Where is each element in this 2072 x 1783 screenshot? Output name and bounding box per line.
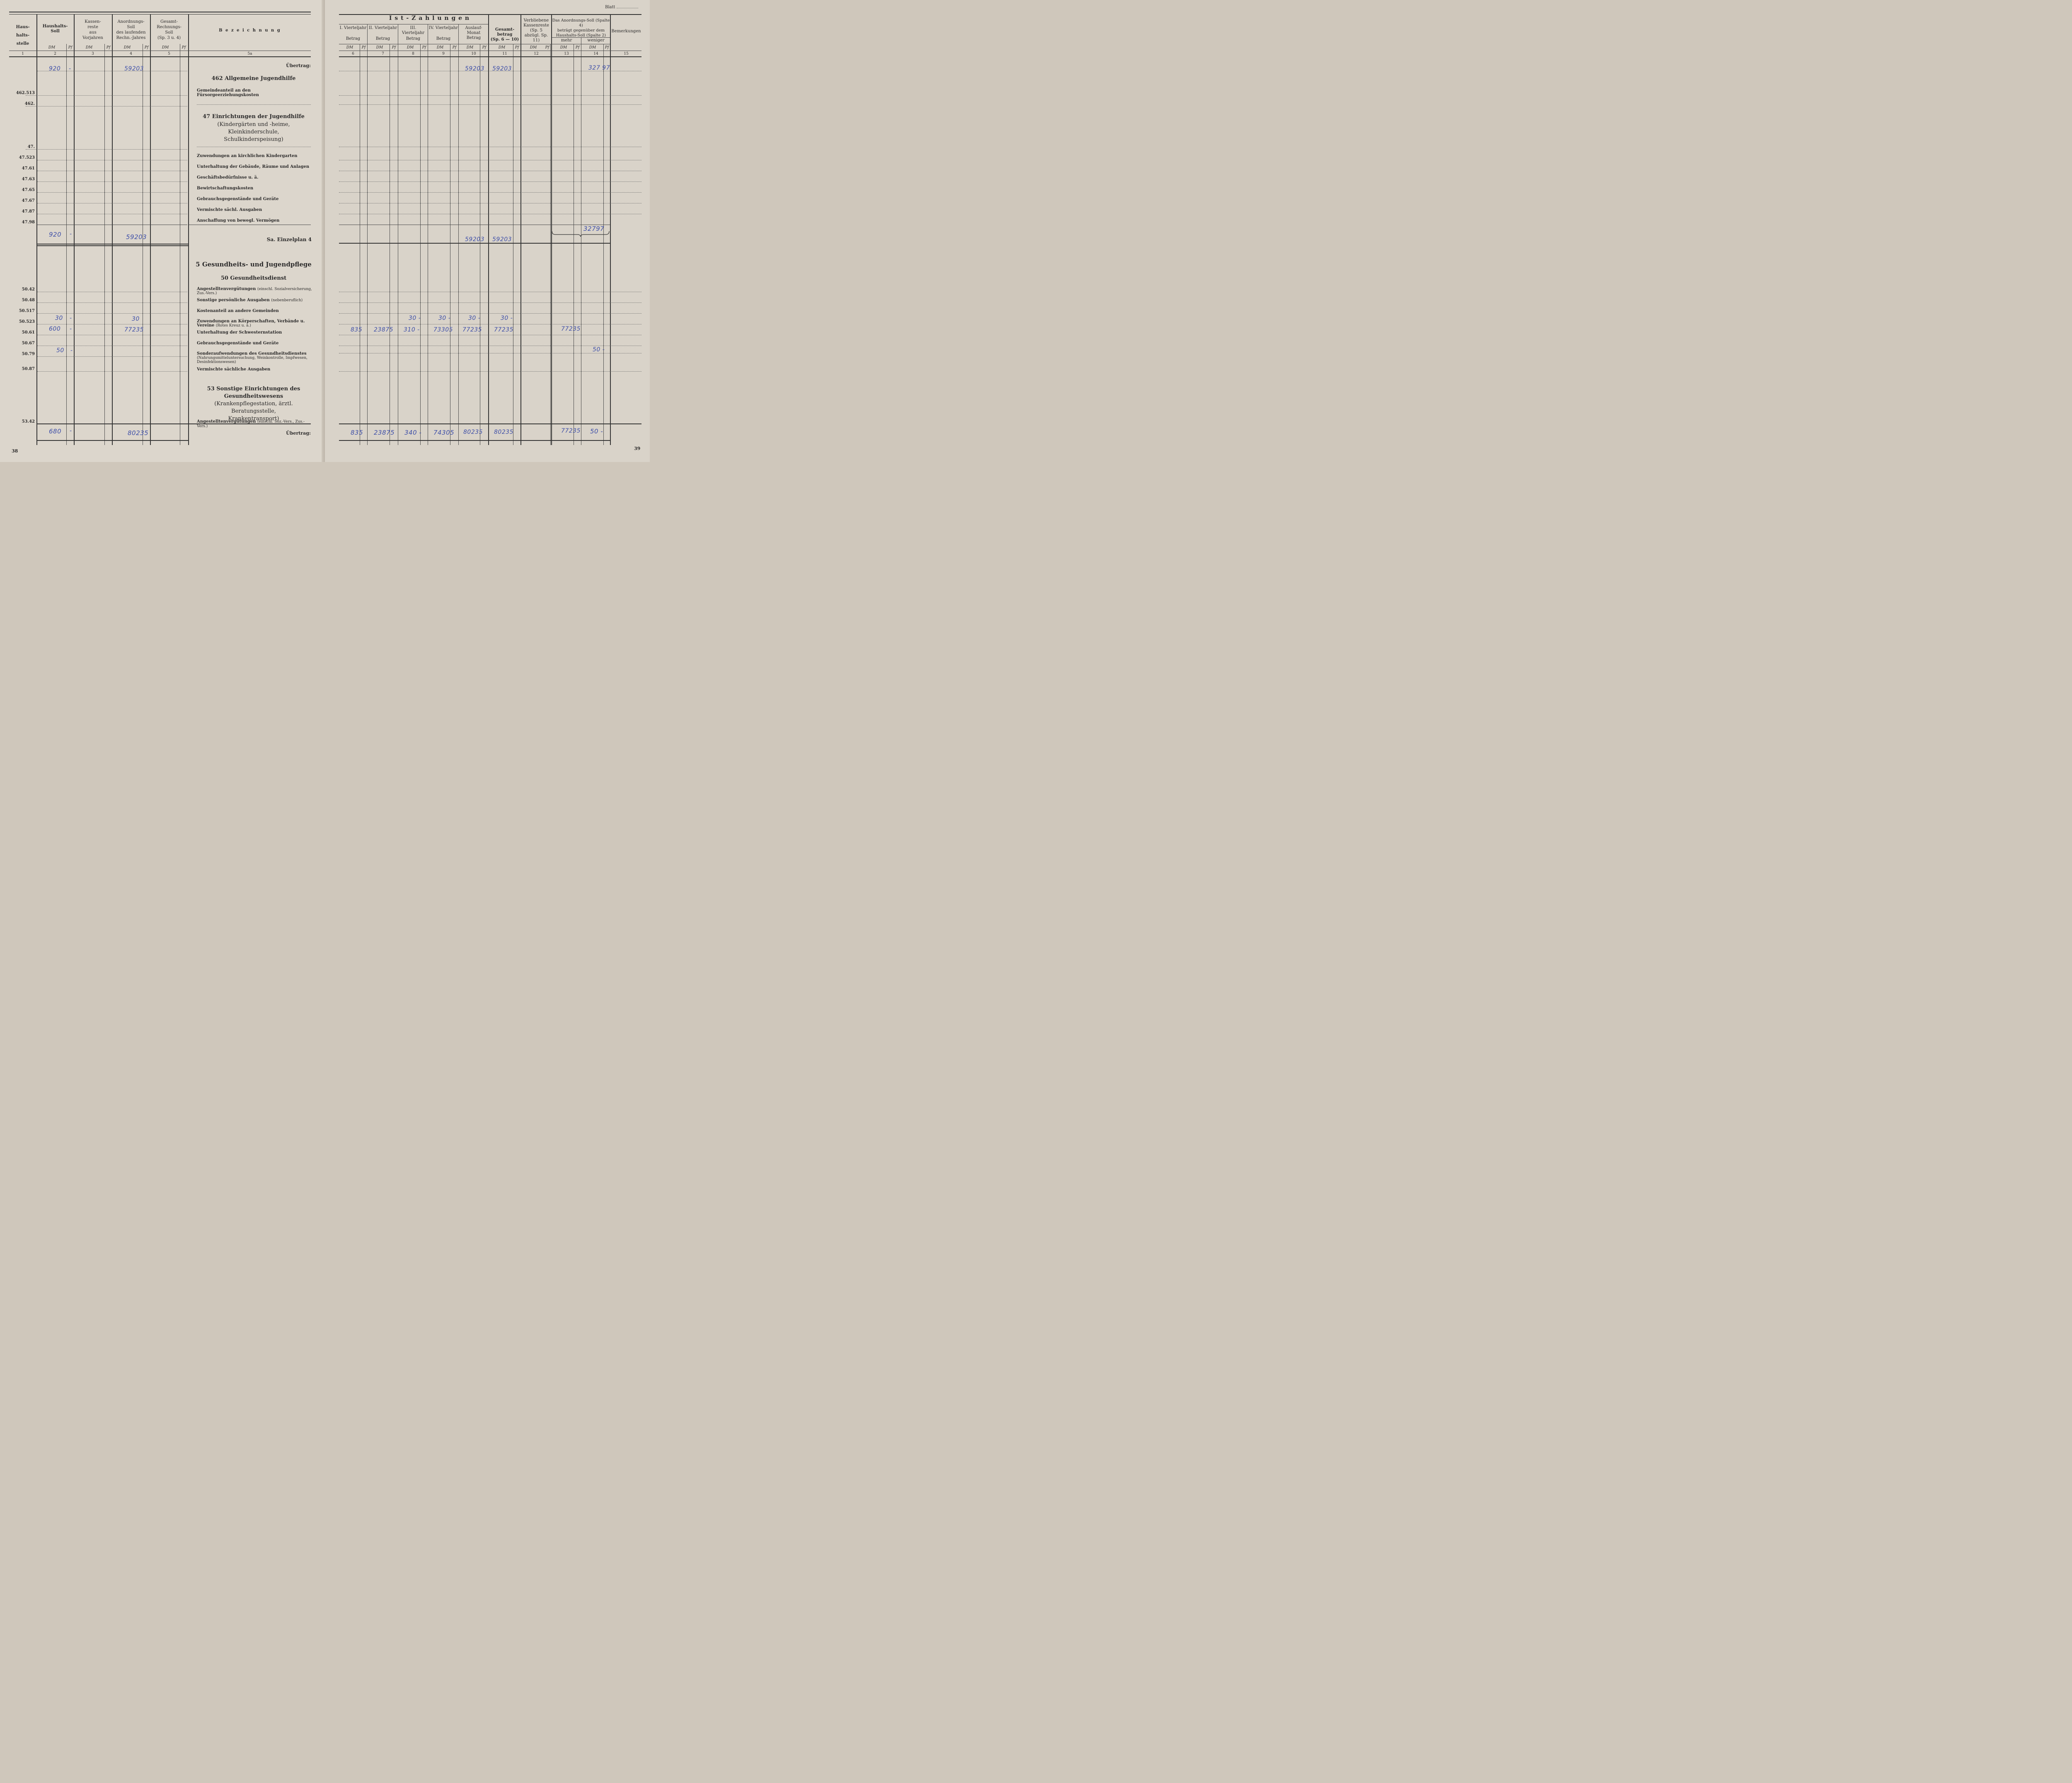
header-gesamtbetrag: Gesamt- betrag (Sp. 6 — 10)	[490, 27, 519, 42]
row-desc: Anschaffung von bewegl. Vermögen	[197, 218, 280, 223]
hw-dash: -	[69, 65, 71, 72]
hw-dash: -	[70, 315, 72, 322]
account-number: 50.517	[19, 309, 35, 313]
col-number: 11	[502, 52, 507, 56]
col-number: 14	[593, 52, 598, 56]
row-desc: Unterhaltung der Schwesternstation	[197, 330, 282, 335]
page-number-left: 38	[12, 448, 18, 454]
col-number: 12	[534, 52, 539, 56]
hw-top-gesamt: 59203	[492, 65, 512, 72]
unit-pf: Pf	[482, 46, 487, 50]
row-desc: Gebrauchsgegenstände und Geräte	[197, 341, 279, 346]
hw-top-soll: 920	[49, 65, 61, 72]
col-number: 5	[168, 52, 170, 56]
account-number: 462.513	[16, 91, 35, 95]
hw-5061-anord: 77235	[124, 327, 144, 333]
uebertrag-bottom: Übertrag:	[286, 431, 311, 436]
uebertrag-top: Übertrag:	[286, 63, 311, 68]
header-haushaltsstelle: Haus- halts- stelle	[16, 25, 30, 46]
hw-5061-mehr: 77235	[561, 326, 581, 332]
dotted-rule	[37, 181, 187, 182]
hw-5061-soll: 600	[49, 326, 61, 332]
col-line	[188, 14, 189, 445]
unit-pf: Pf	[106, 46, 111, 50]
row-desc: Gebrauchsgegenstände und Geräte	[197, 197, 279, 201]
section-47-subheading: (Kindergärten und -heime, Kleinkinderschule, Schulkinderspeisung)	[217, 121, 290, 143]
header-bemerkungen: Bemerkungen	[611, 29, 641, 34]
header-haushalts-soll: Haushalts- Soll	[42, 24, 68, 34]
col-line-pf	[66, 44, 67, 445]
header-mehr: mehr	[561, 38, 572, 43]
unit-dm: DM	[407, 46, 414, 50]
unit-pf: Pf	[182, 46, 186, 50]
header-anordnungs-vergleich: Das Anordnungs-Soll (Spalte 4) beträgt gegenüber dem Haushalts-Soll (Spalte 2)	[552, 18, 610, 38]
row-desc: Zuwendungen an kirchlichen Kindergarten	[197, 154, 298, 158]
account-number: 50.61	[22, 330, 35, 335]
unit-pf: Pf	[422, 46, 426, 50]
account-number: 50.79	[22, 352, 35, 356]
col-number: 10	[471, 52, 476, 56]
page-number-right: 39	[634, 446, 641, 451]
unit-pf: Pf	[575, 46, 580, 50]
hw-dash: -	[70, 326, 72, 332]
hw-5061-gesamt: 77235	[494, 327, 514, 333]
hw-top-weniger: 327 97	[588, 65, 610, 71]
col-number: 1	[22, 52, 24, 56]
hw-5061-q2: 23875	[374, 327, 394, 333]
hw-dash: -	[70, 347, 73, 354]
unit-pf: Pf	[545, 46, 549, 50]
hw-bottom-q4: 74305	[433, 429, 455, 436]
col-line	[520, 14, 521, 445]
account-number: 50.67	[22, 341, 35, 346]
col-line	[610, 14, 611, 445]
row-desc: Bewirtschaftungskosten	[197, 186, 254, 191]
hw-5061-q1: 835	[351, 327, 363, 333]
col-line	[458, 24, 459, 445]
col-line	[74, 14, 75, 445]
unit-pf: Pf	[605, 46, 609, 50]
hw-top-auslauf: 59203	[465, 65, 485, 72]
account-number: 50.87	[22, 367, 35, 371]
hw-sum-soll: 920	[49, 231, 62, 238]
col-number: 5a	[247, 52, 252, 56]
row-desc: Angestelltenvergütungen (einschl. Soz.-Vers., Zus.-Vers.)	[197, 419, 305, 428]
row-desc: Unterhaltung der Gebäude, Räume und Anlagen	[197, 165, 310, 169]
hw-50523-anord: 30	[132, 316, 140, 322]
hw-50523-auslauf: 30 -	[468, 315, 481, 322]
unit-dm: DM	[498, 46, 506, 50]
hw-5061-q3: 310 -	[404, 327, 420, 333]
account-number: 47.	[27, 145, 35, 149]
blatt-label: Blatt	[605, 5, 638, 10]
header-betrag: Betrag	[466, 36, 481, 40]
bottom-rule	[339, 440, 610, 441]
unit-pf: Pf	[68, 46, 73, 50]
header-verbliebene: Verbliebene Kassenreste (Sp. 5 abzügl. Sp. 11)	[523, 18, 549, 43]
col-number: 6	[352, 52, 354, 56]
hw-5079-soll: 50	[56, 347, 64, 354]
header-rule-thick	[339, 56, 641, 57]
hw-bottom-soll: 680	[49, 428, 62, 435]
col-number: 7	[382, 52, 384, 56]
hw-50523-q4: 30 -	[438, 315, 451, 322]
unit-dm: DM	[560, 46, 567, 50]
dotted-rule	[197, 104, 311, 105]
header-betrag: Betrag	[436, 36, 451, 41]
account-number: 53.42	[22, 419, 35, 424]
hw-50523-q3: 30 -	[409, 315, 421, 322]
account-number: 47.87	[22, 209, 35, 214]
account-number: 47.61	[22, 166, 35, 171]
account-number: 47.63	[22, 177, 35, 181]
account-number: 47.65	[22, 188, 35, 192]
hw-50523-gesamt: 30 -	[501, 315, 513, 322]
unit-pf: Pf	[361, 46, 366, 50]
col-line	[488, 14, 489, 445]
header-q3: III. Vierteljahr	[402, 26, 425, 35]
col-line	[36, 14, 37, 445]
unit-dm: DM	[346, 46, 353, 50]
unit-dm: DM	[85, 46, 93, 50]
col-line	[112, 14, 113, 445]
dotted-rule	[37, 313, 187, 314]
left-page	[0, 0, 325, 462]
hw-bottom-gesamt: 80235	[494, 429, 514, 435]
row-desc: Vermischte sächliche Ausgaben	[197, 367, 271, 372]
header-ist-zahlungen: I s t - Z a h l u n g e n	[389, 15, 470, 22]
section-53-heading: 53 Sonstige Einrichtungen des Gesundheitswesens	[207, 386, 300, 399]
unit-dm: DM	[376, 46, 383, 50]
col-number: 15	[624, 52, 629, 56]
header-bezeichnung: B e z e i c h n u n g	[219, 28, 281, 33]
unit-dm: DM	[162, 46, 169, 50]
unit-pf: Pf	[144, 46, 149, 50]
section-47-heading: 47 Einrichtungen der Jugendhilfe	[203, 114, 305, 120]
dotted-rule	[26, 149, 187, 150]
unit-dm: DM	[436, 46, 444, 50]
hw-5061-q4: 73305	[433, 327, 453, 333]
hw-50523-soll: 30	[55, 315, 63, 322]
row-desc: Sonstige persönliche Ausgaben (nebenberuflich)	[197, 298, 303, 302]
top-rule	[339, 14, 641, 15]
header-q2: II. Vierteljahr	[368, 26, 397, 30]
col-line	[150, 14, 151, 445]
header-betrag: Betrag	[406, 36, 421, 41]
hw-5061-auslauf: 77235	[462, 327, 482, 333]
dotted-rule	[339, 192, 641, 193]
col-number: 3	[92, 52, 94, 56]
section-5-heading: 5 Gesundheits- und Jugendpflege	[196, 261, 312, 268]
section-50-heading: 50 Gesundheitsdienst	[220, 275, 287, 281]
header-betrag: Betrag	[346, 36, 361, 41]
unit-dm: DM	[589, 46, 596, 50]
hw-bottom-auslauf: 80235	[463, 429, 483, 435]
dotted-rule	[339, 371, 641, 372]
hw-top-anord: 59203	[124, 65, 144, 72]
dotted-rule	[37, 192, 187, 193]
header-q4: IV. Vierteljahr	[428, 26, 458, 30]
row-desc: Angestelltenvergütungen (einschl. Sozialversicherung, Zus.-Vers.)	[197, 287, 312, 295]
dotted-rule	[37, 371, 187, 372]
unit-pf: Pf	[515, 46, 519, 50]
col-number: 2	[54, 52, 56, 56]
unit-pf: Pf	[452, 46, 457, 50]
col-number: 8	[412, 52, 414, 56]
dotted-rule	[37, 356, 187, 357]
header-weniger: weniger	[587, 38, 605, 43]
section-462-heading: 462 Allgemeine Jugendhilfe	[211, 75, 296, 82]
col-number: 4	[130, 52, 132, 56]
sum-rule-thick	[339, 243, 610, 244]
account-number: 50.523	[19, 319, 35, 324]
unit-pf: Pf	[392, 46, 396, 50]
header-auslauf: Auslauf-Monat	[465, 26, 482, 35]
hw-sum-gesamt: 59203	[492, 236, 512, 243]
unit-dm: DM	[530, 46, 537, 50]
hw-bottom-q2: 23875	[374, 429, 395, 436]
hw-5079-weniger: 50 -	[593, 346, 605, 353]
header-betrag: Betrag	[375, 36, 390, 41]
hw-dash: -	[70, 231, 72, 237]
account-number: 50.42	[22, 287, 35, 292]
col-line	[551, 14, 552, 445]
sum-einzelplan-label: Sa. Einzelplan 4	[266, 237, 312, 242]
hw-bottom-weniger: 50 -	[590, 428, 603, 435]
row-desc: Geschäftsbedürfnisse u. ä.	[197, 175, 259, 180]
hw-bottom-anord: 80235	[128, 429, 149, 437]
dotted-rule	[339, 313, 641, 314]
bottom-rule	[339, 423, 641, 424]
dotted-rule	[339, 95, 641, 96]
top-rule-2	[9, 14, 311, 15]
col-line	[367, 24, 368, 445]
header-rule-thick	[9, 56, 311, 57]
hw-sum-auslauf: 59203	[465, 236, 485, 243]
row-desc: Gemeindeanteil an den Fürsorgeerziehungskosten	[197, 88, 259, 97]
dotted-rule	[37, 302, 187, 303]
header-q1: I. Vierteljahr	[339, 26, 367, 30]
unit-dm: DM	[48, 46, 56, 50]
dotted-rule	[339, 181, 641, 182]
row-desc: Vermischte sächl. Ausgaben	[197, 208, 262, 212]
header-kassenreste: Kassen- reste aus Vorjahren	[82, 19, 103, 40]
account-number: 50.48	[22, 298, 35, 302]
unit-dm: DM	[123, 46, 131, 50]
hw-bottom-q3: 340 -	[404, 429, 422, 436]
hw-dash: -	[70, 428, 72, 434]
header-gesamt-rechnungs-soll: Gesamt- Rechnungs- Soll (Sp. 3 u. 4)	[157, 19, 182, 40]
dotted-rule	[26, 95, 187, 96]
account-number: 47.67	[22, 198, 35, 203]
hw-bottom-q1: 835	[351, 429, 363, 436]
col-number: 13	[564, 52, 569, 56]
row-desc: Sonderaufwendungen des Gesundheitsdienstes (Nahrungsmitteluntersuchung, Weinkontrolle, Impfwesen, Desinfektionswesen)	[197, 351, 307, 364]
account-number: 462.	[24, 102, 35, 106]
bottom-rule	[37, 440, 188, 441]
col-line-pf	[104, 44, 105, 445]
header-anordnungs-soll: Anordnungs- Soll des laufenden Rechn.-Jahres	[116, 19, 146, 40]
unit-dm: DM	[466, 46, 474, 50]
section-53-subheading: (Krankenpflegestation, ärztl. Beratungsstelle, Krankentransport)	[214, 401, 293, 422]
row-desc: Zuwendungen an Körperschaften, Verbände u. Vereine (Rotes Kreuz u. ä.)	[197, 319, 305, 328]
account-number: 47.523	[19, 155, 35, 160]
account-number: 47.98	[22, 220, 35, 225]
col-number: 9	[442, 52, 445, 56]
row-desc: Kostenanteil an andere Gemeinden	[197, 309, 279, 313]
hw-sum-anord: 59203	[126, 233, 147, 241]
dotted-rule	[339, 302, 641, 303]
dotted-rule	[339, 104, 641, 105]
right-page	[325, 0, 650, 462]
hw-bottom-mehr: 77235	[561, 428, 581, 434]
sum-rule-thick	[37, 245, 188, 246]
hw-sum-weniger: 32797	[583, 225, 605, 232]
